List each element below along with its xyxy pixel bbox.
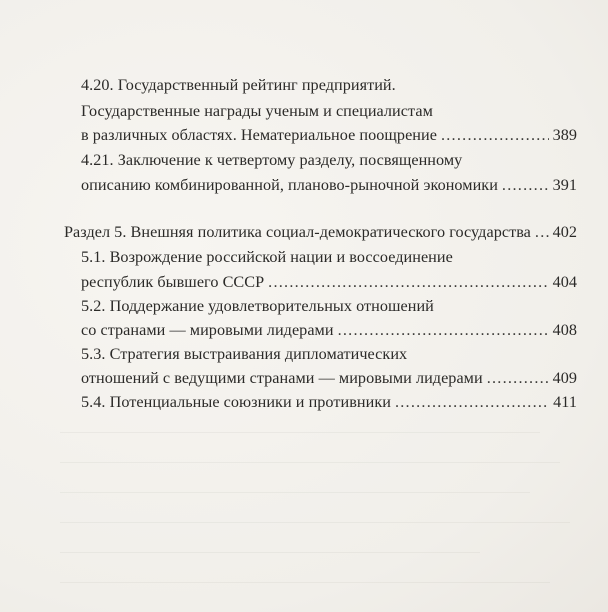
dot-leader	[487, 368, 549, 388]
toc-section-title: Раздел 5. Внешняя политика социал-демократического государства	[64, 223, 531, 241]
toc-entry-text: отношений с ведущими странами — мировыми лидерами	[81, 369, 483, 387]
dot-leader	[441, 125, 549, 145]
toc-entry-4-21-line-1	[81, 146, 581, 170]
toc-page-number: 404	[552, 273, 577, 291]
toc-entry-text: 4.20. Государственный рейтинг предприятий.	[81, 76, 396, 94]
toc-entry-text: 5.4. Потенциальные союзники и противники	[81, 393, 391, 411]
toc-entry-4-21-line-2	[81, 171, 577, 195]
toc-entry-text: 4.21. Заключение к четвертому разделу, посвященному	[81, 151, 463, 169]
toc-page-number: 402	[552, 223, 577, 241]
toc-entry-text: 5.2. Поддержание удовлетворительных отношений	[81, 297, 434, 315]
toc-entry-5-1-line-2	[81, 268, 577, 292]
toc-entry-text: со странами — мировыми лидерами	[81, 321, 334, 339]
toc-entry-text: 5.1. Возрождение российской нации и воссоединение	[81, 248, 453, 266]
toc-entry-5-1-line-1	[81, 243, 581, 267]
toc-page-number: 409	[552, 369, 577, 387]
toc-entry-5-4	[81, 388, 577, 412]
toc-page-number: 391	[552, 176, 577, 194]
toc-page-number: 408	[552, 321, 577, 339]
toc-page-number: 411	[553, 393, 577, 411]
dot-leader	[338, 320, 549, 340]
toc-entry-text: Государственные награды ученым и специалистам	[81, 102, 433, 120]
toc-entry-5-2-line-2	[81, 316, 577, 340]
dot-leader	[268, 272, 548, 292]
toc-entry-5-3-line-1	[81, 340, 581, 364]
toc-page-number: 389	[552, 126, 577, 144]
toc-entry-4-20-line-2	[81, 97, 581, 121]
toc-entry-text: описанию комбинированной, планово-рыночной экономики	[81, 176, 498, 194]
toc-entry-5-3-line-2	[81, 364, 577, 388]
toc-entry-text: в различных областях. Нематериальное поощрение	[81, 126, 437, 144]
toc-section-5	[64, 218, 577, 242]
toc-entry-4-20-line-1	[81, 71, 581, 95]
dot-leader	[395, 392, 549, 412]
toc-entry-text: 5.3. Стратегия выстраивания дипломатических	[81, 345, 408, 363]
toc-entry-5-2-line-1	[81, 292, 581, 316]
dot-leader	[502, 175, 549, 195]
dot-leader	[535, 222, 549, 242]
toc-entry-4-20-line-3	[81, 121, 577, 145]
toc-entry-text: республик бывшего СССР	[81, 273, 265, 291]
